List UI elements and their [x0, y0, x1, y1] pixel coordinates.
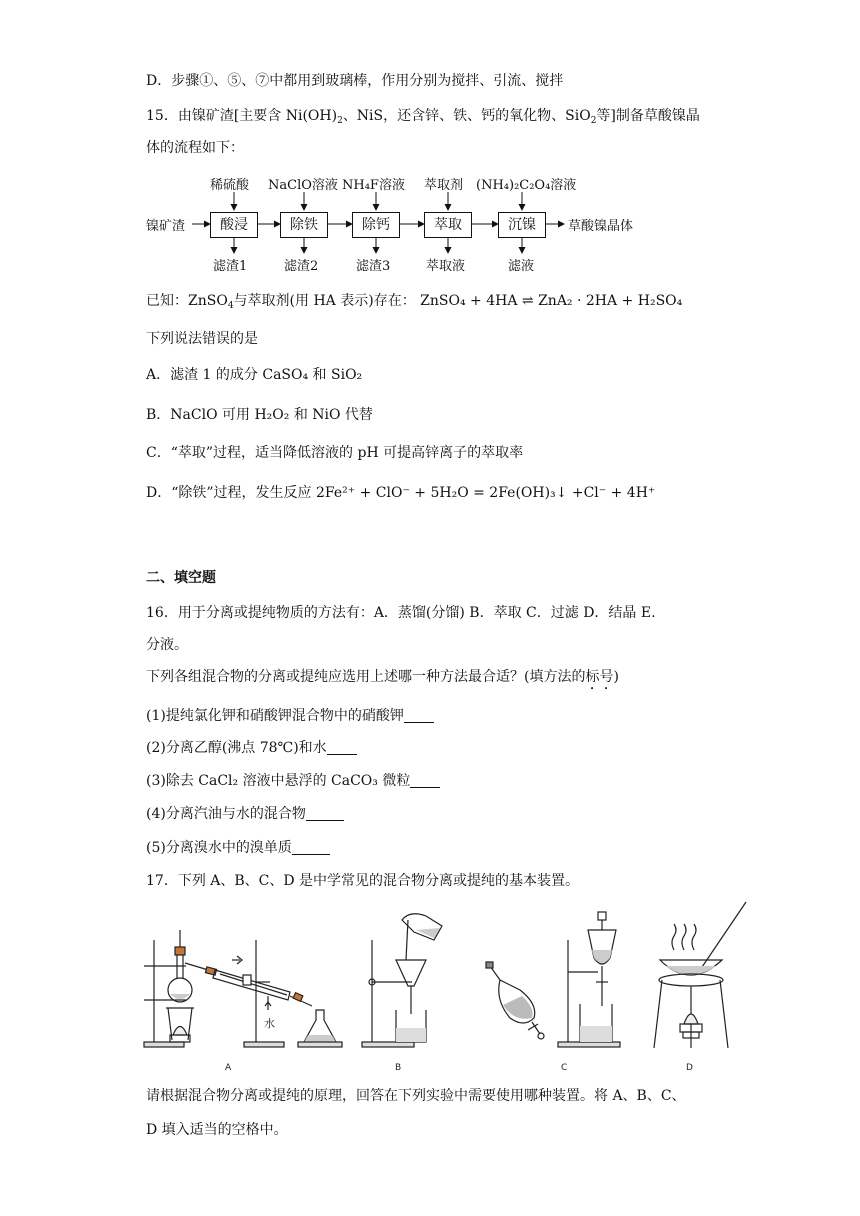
q15-option-c: C．“萃取”过程，适当降低溶液的 pH 可提高锌离子的萃取率 — [146, 445, 524, 461]
answer-blank[interactable] — [292, 840, 330, 855]
flow-residue-3: 滤渣3 — [356, 259, 391, 274]
flow-step-5: 沉镍 — [498, 212, 546, 238]
flow-reagent-2: NaClO溶液 — [268, 178, 338, 193]
apparatus-a — [144, 930, 342, 1073]
q16-line1: 16．用于分离或提纯物质的方法有：A．蒸馏(分馏) B．萃取 C．过滤 D．结晶 E. — [146, 605, 656, 621]
q16-item-5: (5)分离溴水中的溴单质 — [146, 838, 330, 858]
q14-option-d: D．步骤①、⑤、⑦中都用到玻璃棒，作用分别为搅拌、引流、搅拌 — [146, 73, 564, 89]
q15-stem-line2: 体的流程如下： — [146, 140, 244, 156]
flow-step-3: 除钙 — [352, 212, 400, 238]
answer-blank[interactable] — [410, 773, 440, 788]
apparatus-b — [362, 914, 442, 1073]
label-d: D — [686, 1063, 693, 1073]
flow-output: 草酸镍晶体 — [568, 219, 634, 234]
q17-line1: 17．下列 A、B、C、D 是中学常见的混合物分离或提纯的基本装置。 — [146, 873, 580, 889]
label-b: B — [395, 1063, 402, 1073]
answer-blank[interactable] — [404, 708, 434, 723]
q15-known: 已知：ZnSO$_4$与萃取剂(用 HA 表示)存在： ZnSO₄ + 4HA ⇌ ZnA₂ · 2HA + H₂SO₄ — [146, 293, 683, 311]
q15-ask: 下列说法错误的是 — [146, 331, 258, 347]
q16-item-2: (2)分离乙醇(沸点 78℃)和水 — [146, 738, 357, 758]
q16-item-3: (3)除去 CaCl₂ 溶液中悬浮的 CaCO₃ 微粒 — [146, 771, 440, 791]
apparatus-d — [654, 902, 746, 1073]
q15-option-d: D．“除铁”过程，发生反应 2Fe²⁺ + ClO⁻ + 5H₂O = 2Fe(OH)₃↓ +Cl⁻ + 4H⁺ — [146, 485, 656, 501]
apparatus-figure — [140, 900, 760, 1075]
flow-residue-2: 滤渣2 — [284, 259, 319, 274]
flow-reagent-5: (NH₄)₂C₂O₄溶液 — [476, 178, 577, 193]
q15-flowchart — [146, 170, 634, 275]
flow-reagent-4: 萃取剂 — [424, 178, 464, 193]
q15-equation: ZnSO₄ + 4HA ⇌ ZnA₂ · 2HA + H₂SO₄ — [420, 293, 683, 309]
section-title: 二、填空题 — [146, 570, 216, 586]
flow-step-1: 酸浸 — [210, 212, 258, 238]
flow-step-2: 除铁 — [280, 212, 328, 238]
flow-input: 镍矿渣 — [146, 219, 186, 234]
q17-line2: 请根据混合物分离或提纯的原理，回答在下列实验中需要使用哪种装置。将 A、B、C、 — [146, 1088, 686, 1104]
flow-residue-1: 滤渣1 — [213, 259, 248, 274]
apparatus-c — [486, 912, 620, 1073]
water-label: 水 — [264, 1017, 275, 1030]
flow-step-4: 萃取 — [424, 212, 472, 238]
q15-option-b: B．NaClO 可用 H₂O₂ 和 NiO 代替 — [146, 407, 373, 423]
label-c: C — [561, 1063, 568, 1073]
answer-blank[interactable] — [327, 740, 357, 755]
q15-option-a: A．滤渣 1 的成分 CaSO₄ 和 SiO₂ — [146, 367, 363, 383]
q16-item-1: (1)提纯氯化钾和硝酸钾混合物中的硝酸钾 — [146, 706, 434, 726]
label-a: A — [225, 1063, 232, 1073]
q15-option-d-equation: 2Fe²⁺ + ClO⁻ + 5H₂O = 2Fe(OH)₃↓ +Cl⁻ + 4H⁺ — [316, 485, 656, 501]
q16-line3: 下列各组混合物的分离或提纯应选用上述哪一种方法最合适？(填方法的标号) — [146, 669, 619, 685]
q16-line2: 分液。 — [146, 637, 188, 653]
q15-stem-line1: 15．由镍矿渣[主要含 $Ni(OH)_2$、NiS，还含锌、铁、钙的氧化物、SiO$_2$等]制备草酸镍晶 — [146, 108, 700, 126]
flow-reagent-1: 稀硫酸 — [210, 178, 250, 193]
answer-blank[interactable] — [306, 806, 344, 821]
flow-residue-5: 滤液 — [508, 259, 535, 274]
flow-reagent-3: NH₄F溶液 — [342, 178, 405, 193]
q17-line3: D 填入适当的空格中。 — [146, 1122, 288, 1138]
q16-item-4: (4)分离汽油与水的混合物 — [146, 804, 344, 824]
flow-residue-4: 萃取液 — [426, 259, 466, 274]
